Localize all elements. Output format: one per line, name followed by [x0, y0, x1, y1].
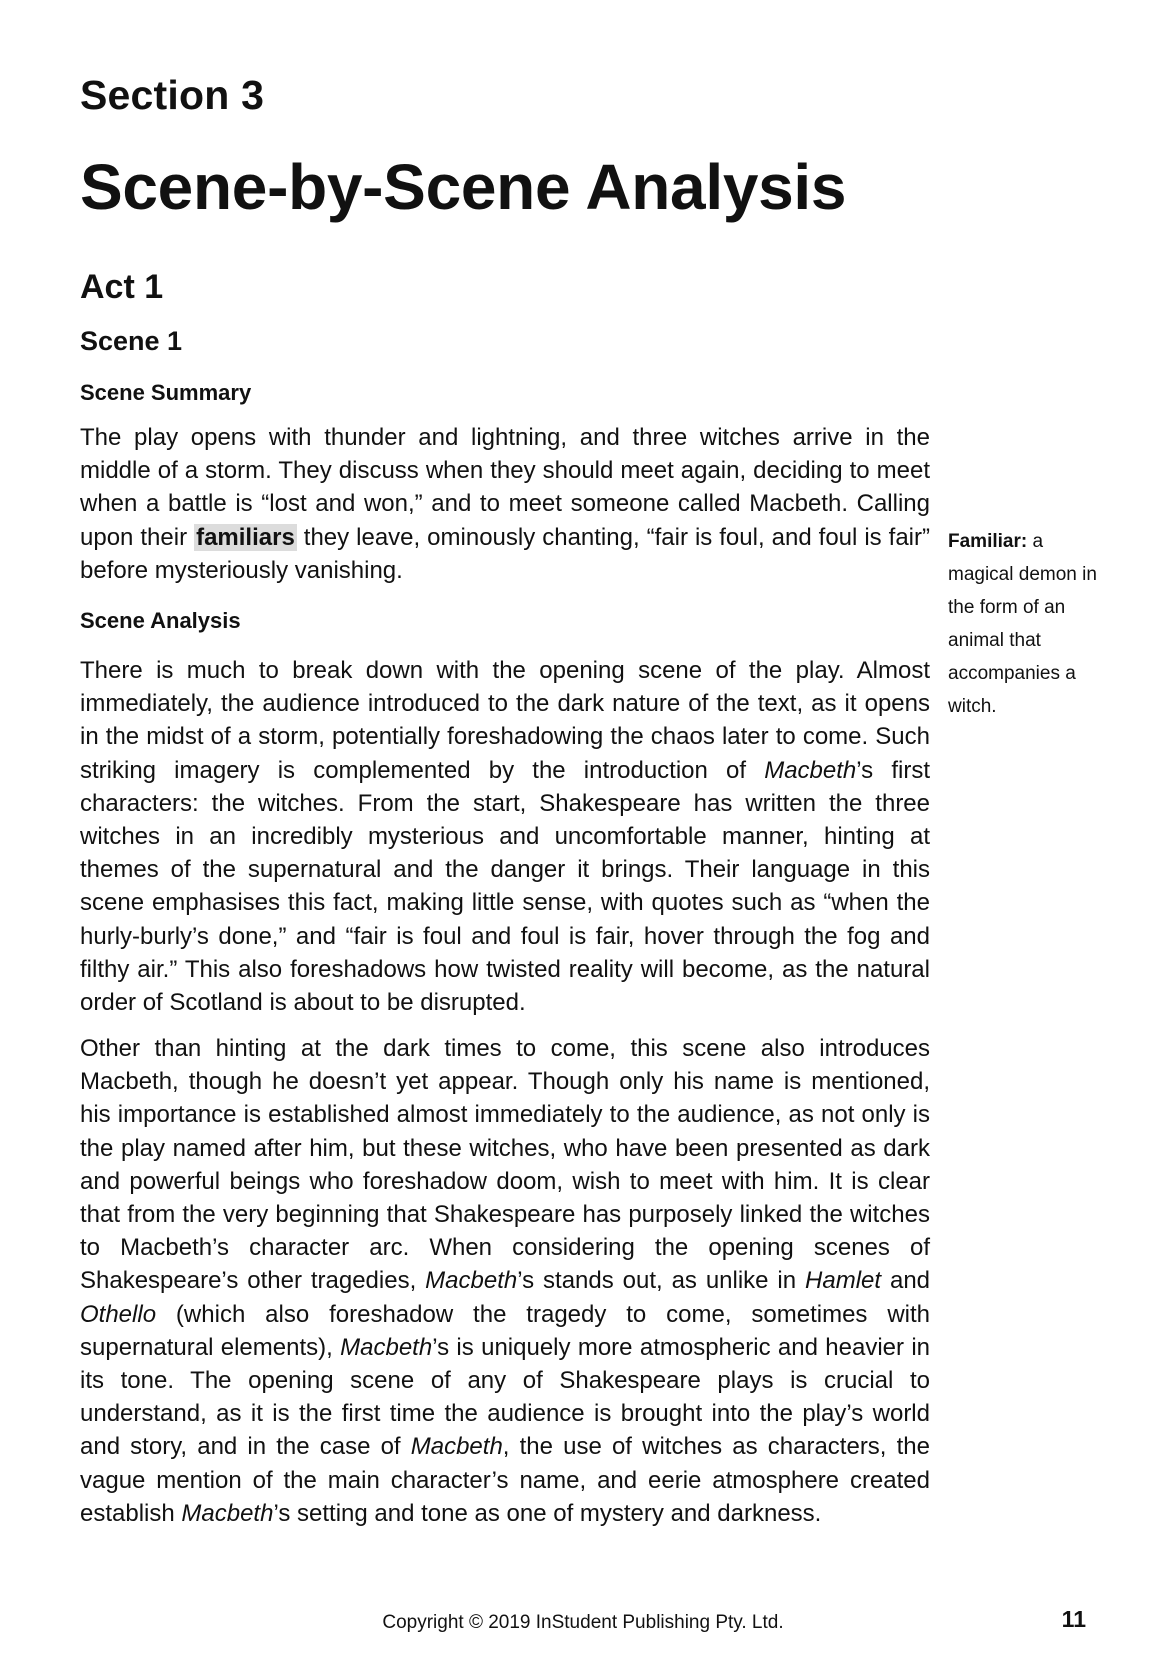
summary-text-before: The play opens with thunder and lightning, and three witches arrive in the middle of a storm. They discuss when they should meet again, deciding to meet when a battle is “lost and won,” and to meet someone called Macbeth. Calling upon their [80, 424, 930, 551]
text-run: ’s first characters: the witches. From the start, Shakespeare has written the three witches in an incredibly mysterious and uncomfortable manner, hinting at themes of the supernatural and the danger it brings. Their language in this scene emphasises this fact, making little sense, with quotes such as “when the hurly-burly’s done,” and “fair is foul and foul is fair, hover through the fog and filthy air.” This also foreshadows how twisted reality will become, as the natural order of Scotland is about to be disrupted. [80, 756, 930, 1017]
page-title: Scene-by-Scene Analysis [80, 151, 847, 223]
scene-summary-paragraph [80, 421, 930, 587]
glossary-definition: a magical demon in the form of an animal that accompanies a witch. [948, 531, 1097, 717]
glossary-term-highlight: familiars [196, 523, 295, 551]
section-label: Section 3 [80, 72, 265, 118]
page-number: 11 [1061, 1606, 1086, 1632]
play-title-italic: Macbeth [410, 1433, 503, 1461]
text-run: Other than hinting at the dark times to come, this scene also introduces Macbeth, though he doesn’t yet appear. Though only his name is mentioned, his importance is established almost immediately to the audience, as not only is the play named after him, but these witches, who have been presented as dark and powerful beings who foreshadow doom, wish to meet with him. It is clear that from the very beginning that Shakespeare has purposely linked the witches to Macbeth’s character arc. When considering the opening scenes of Shakespeare’s other tragedies, [80, 1035, 930, 1295]
text-run: (which also foreshadow the tragedy to come, sometimes with supernatural elements), [80, 1300, 930, 1361]
scene-summary-heading: Scene Summary [80, 380, 252, 405]
text-run: ’s stands out, as unlike in [517, 1267, 806, 1295]
text-run: ’s is uniquely more atmospheric and heavier in its tone. The opening scene of any of Shakespeare plays is crucial to understand, as it is the first time the audience is brought into the play’s world and story, and in the case of [80, 1333, 931, 1461]
analysis-paragraph-2 [80, 1032, 930, 1530]
copyright-footer: Copyright © 2019 InStudent Publishing Pty. Ltd. [382, 1612, 784, 1633]
play-title-italic: Macbeth [764, 756, 857, 784]
summary-text-after: they leave, ominously chanting, “fair is foul, and foul is fair” before mysteriously vanishing. [80, 523, 931, 584]
play-title-italic: Othello [80, 1300, 157, 1328]
act-heading: Act 1 [80, 268, 164, 306]
play-title-italic: Hamlet [805, 1267, 882, 1295]
text-run: ’s setting and tone as one of mystery and darkness. [273, 1499, 822, 1527]
play-title-italic: Macbeth [340, 1333, 433, 1361]
scene-analysis-heading: Scene Analysis [80, 608, 241, 633]
scene-heading: Scene 1 [80, 326, 183, 356]
play-title-italic: Macbeth [181, 1499, 274, 1527]
text-run: There is much to break down with the opening scene of the play. Almost immediately, the audience introduced to the dark nature of the text, as it opens in the midst of a storm, potentially foreshadowing the chaos later to come. Such striking imagery is complemented by the introduction of [80, 657, 930, 784]
text-run: and [881, 1267, 931, 1295]
glossary-term: Familiar: [948, 531, 1028, 552]
play-title-italic: Macbeth [425, 1267, 518, 1295]
analysis-paragraph-1 [80, 654, 930, 1019]
text-run: , the use of witches as characters, the vague mention of the main character’s name, and eerie atmosphere created establish [80, 1433, 930, 1527]
margin-glossary-note [948, 525, 1098, 723]
